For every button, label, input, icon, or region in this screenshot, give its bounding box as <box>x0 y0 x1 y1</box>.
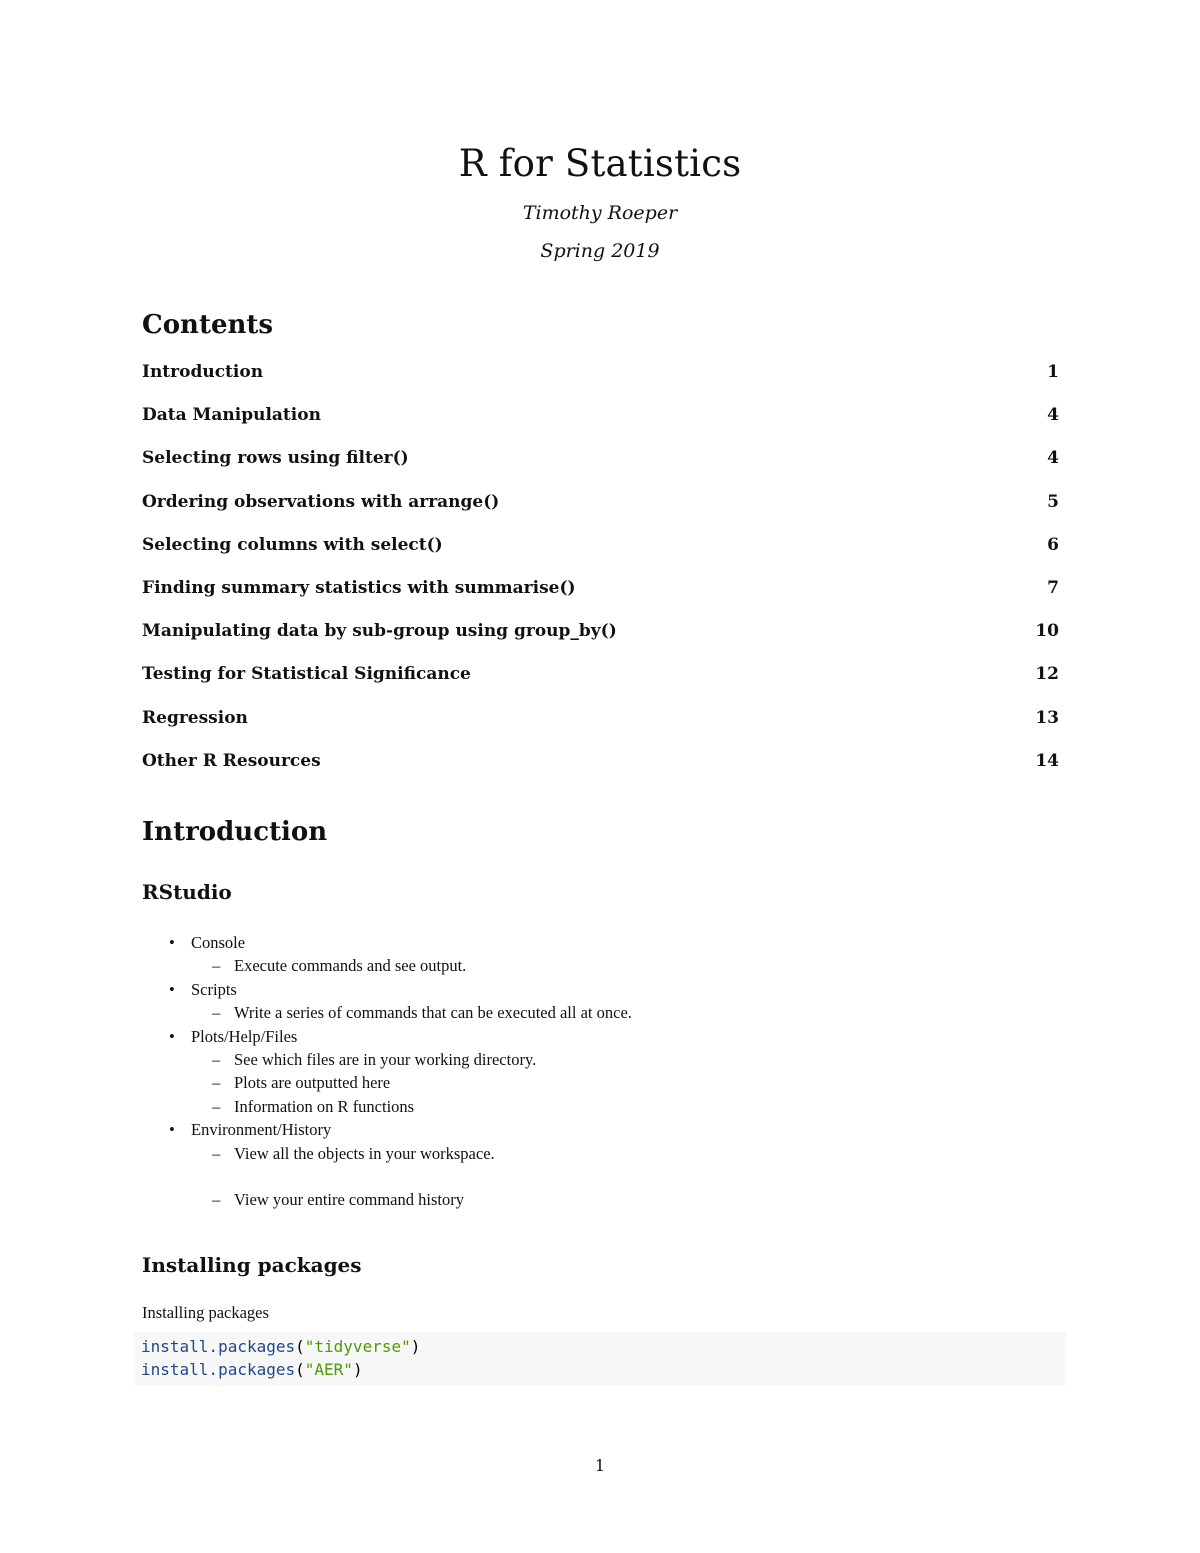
toc-entry-label: Selecting columns with select() <box>142 534 443 555</box>
sub-list-item <box>142 1095 1042 1118</box>
toc-entry-significance[interactable] <box>142 664 1059 707</box>
toc-entry-select[interactable] <box>142 535 1059 578</box>
bullet-icon: • <box>169 1026 175 1046</box>
page-number: 1 <box>594 1456 606 1475</box>
toc-entry-page: 4 <box>1047 448 1059 469</box>
sub-list-item-text: See which files are in your working directory. <box>234 1049 537 1069</box>
list-item <box>142 931 1042 954</box>
toc-entry-filter[interactable] <box>142 448 1059 491</box>
toc-entry-label: Data Manipulation <box>142 405 321 426</box>
dash-icon: – <box>212 956 221 976</box>
list-item <box>142 1025 1042 1048</box>
code-paren: ( <box>295 1360 305 1379</box>
sub-list-item <box>142 1071 1042 1094</box>
installing-packages-paragraph: Installing packages <box>142 1303 269 1322</box>
list-item-label: Console <box>191 933 246 952</box>
toc-entry-page: 4 <box>1047 405 1059 426</box>
code-paren: ) <box>352 1360 363 1379</box>
document-title: R for Statistics <box>458 142 742 185</box>
sub-list-item <box>142 1188 1042 1211</box>
toc-entry-page: 12 <box>1035 664 1059 685</box>
dash-icon: – <box>212 1096 221 1116</box>
sub-list-item-text: Write a series of commands that can be executed all at once. <box>234 1003 632 1023</box>
code-string: "AER" <box>304 1360 353 1379</box>
sub-list-item <box>142 954 1042 977</box>
list-item <box>142 1118 1042 1141</box>
toc-entry-label: Selecting rows using filter() <box>142 448 409 469</box>
toc-entry-page: 14 <box>1035 750 1059 771</box>
toc-entry-page: 7 <box>1047 577 1059 598</box>
sub-list-item-text: View your entire command history <box>234 1189 464 1209</box>
list-item-label: Scripts <box>191 979 237 999</box>
dash-icon: – <box>212 1189 221 1209</box>
code-line <box>134 1358 1066 1381</box>
contents-heading: Contents <box>142 310 274 340</box>
sub-list-item-text: Execute commands and see output. <box>234 956 467 976</box>
toc-entry-label: Ordering observations with arrange() <box>142 491 500 512</box>
toc-entry-page: 13 <box>1035 707 1059 728</box>
toc-entry-label: Manipulating data by sub-group using group_by() <box>142 621 617 642</box>
rstudio-bullet-list <box>142 931 1042 1211</box>
sub-list-item <box>142 1001 1042 1024</box>
code-function: install.packages <box>141 1360 296 1379</box>
toc-entry-page: 6 <box>1047 534 1059 555</box>
list-item <box>142 978 1042 1001</box>
toc-entry-label: Finding summary statistics with summarise() <box>142 577 576 598</box>
code-function: install.packages <box>141 1337 296 1356</box>
document-author: Timothy Roeper <box>522 202 678 224</box>
dash-icon: – <box>212 1049 221 1069</box>
toc-entry-page: 10 <box>1035 621 1059 642</box>
toc-entry-data-manipulation[interactable] <box>142 405 1059 448</box>
dash-icon: – <box>212 1003 221 1023</box>
code-line <box>134 1335 1066 1358</box>
toc-entry-page: 1 <box>1047 362 1059 382</box>
sub-list-item <box>142 1048 1042 1071</box>
toc-entry-introduction[interactable] <box>142 362 1059 405</box>
list-item-label: Plots/Help/Files <box>191 1026 298 1046</box>
toc-entry-label: Introduction <box>142 362 264 382</box>
code-paren: ) <box>410 1337 421 1356</box>
list-item-label: Environment/History <box>191 1120 332 1140</box>
bullet-icon: • <box>169 933 175 952</box>
toc-entry-label: Testing for Statistical Significance <box>142 664 471 685</box>
toc-entry-group-by[interactable] <box>142 621 1059 664</box>
document-date: Spring 2019 <box>540 240 660 262</box>
installing-packages-heading: Installing packages <box>142 1253 362 1277</box>
sub-list-item <box>142 1142 1042 1165</box>
toc-entry-summarise[interactable] <box>142 578 1059 621</box>
code-string: "tidyverse" <box>304 1337 411 1356</box>
bullet-icon: • <box>169 1120 175 1140</box>
table-of-contents <box>142 362 1059 794</box>
toc-entry-label: Regression <box>142 707 248 728</box>
code-paren: ( <box>295 1337 305 1356</box>
toc-entry-label: Other R Resources <box>142 750 321 771</box>
introduction-heading: Introduction <box>142 817 328 847</box>
dash-icon: – <box>212 1143 221 1163</box>
toc-entry-page: 5 <box>1047 491 1059 512</box>
toc-entry-regression[interactable] <box>142 708 1059 751</box>
code-block <box>134 1332 1066 1386</box>
toc-entry-arrange[interactable] <box>142 492 1059 535</box>
sub-list-item-text: Plots are outputted here <box>234 1073 391 1093</box>
sub-list-item-text: Information on R functions <box>234 1096 415 1116</box>
rstudio-heading: RStudio <box>142 880 232 904</box>
bullet-icon: • <box>169 979 175 999</box>
dash-icon: – <box>212 1073 221 1093</box>
toc-entry-resources[interactable] <box>142 751 1059 794</box>
sub-list-item-text: View all the objects in your workspace. <box>234 1143 495 1163</box>
